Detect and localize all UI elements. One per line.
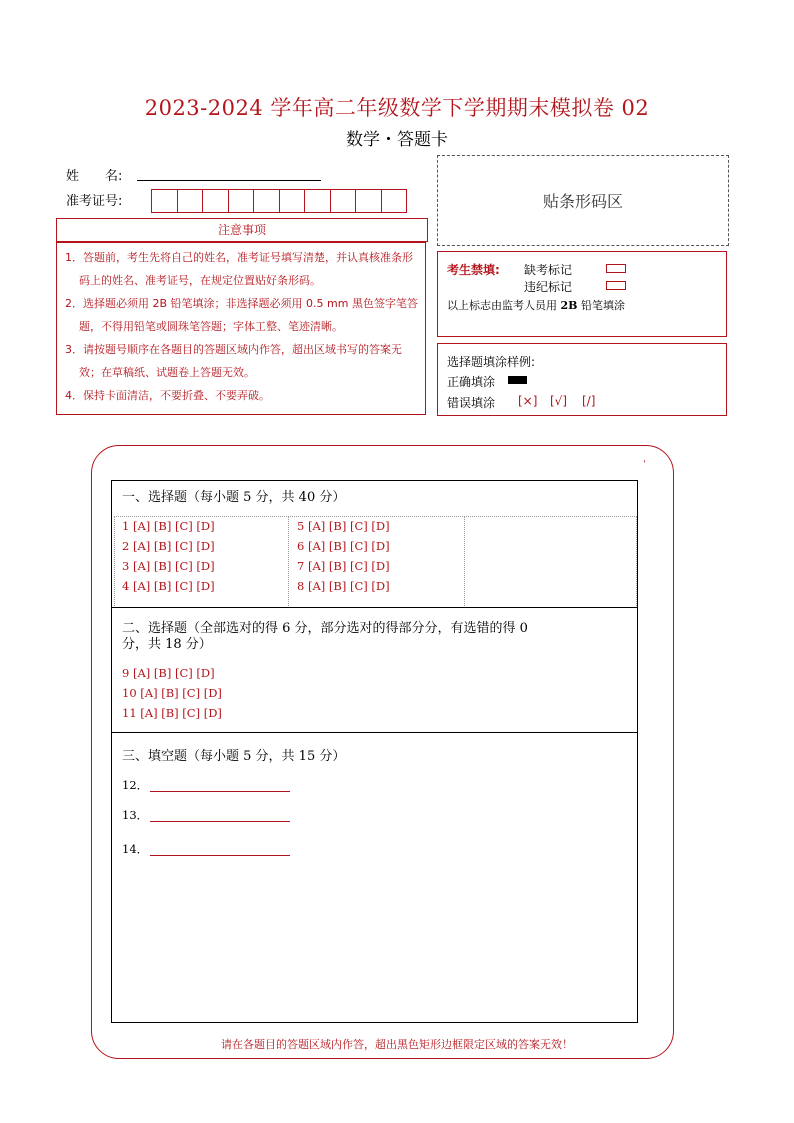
notice-item: 4．保持卡面清洁，不要折叠、不要弄破。 bbox=[65, 389, 270, 402]
section2-title-line1: 二、选择题（全部选对的得 6 分，部分选对的得部分分，有选错的得 0 bbox=[122, 621, 528, 636]
exam-id-boxes[interactable] bbox=[151, 189, 407, 213]
notice-item: 1．答题前，考生先将自己的姓名，准考证号填写清楚，并认真核准条形码上的姓名、准考证号，在规定位置贴好条形码。 bbox=[65, 251, 413, 287]
exam-id-digit-box[interactable] bbox=[229, 190, 255, 212]
question-row[interactable]: 10 [A] [B] [C] [D] bbox=[122, 686, 222, 700]
corner-tick: ˈ bbox=[643, 460, 646, 471]
section3-title: 三、填空题（每小题 5 分，共 15 分） bbox=[122, 749, 346, 764]
question-row[interactable]: 5 [A] [B] [C] [D] bbox=[297, 519, 390, 533]
correct-fill-sample bbox=[508, 376, 527, 384]
wrong-mark-check: [√] bbox=[550, 394, 568, 408]
question-row[interactable]: 4 [A] [B] [C] [D] bbox=[122, 579, 215, 593]
blank-number: 14． bbox=[122, 842, 149, 856]
exam-id-digit-box[interactable] bbox=[331, 190, 357, 212]
question-row[interactable]: 2 [A] [B] [C] [D] bbox=[122, 539, 215, 553]
grid-divider bbox=[464, 516, 465, 606]
section-divider bbox=[111, 732, 638, 733]
forbidden-note-pencil: 2B bbox=[560, 299, 578, 312]
forbidden-note-prefix: 以上标志由监考人员用 bbox=[447, 299, 557, 312]
exam-id-digit-box[interactable] bbox=[382, 190, 407, 212]
question-row[interactable]: 3 [A] [B] [C] [D] bbox=[122, 559, 215, 573]
name-label: 姓 名: bbox=[66, 169, 123, 184]
grid-divider bbox=[288, 516, 289, 606]
blank-number: 13． bbox=[122, 808, 149, 822]
notice-box bbox=[56, 242, 426, 415]
notice-item: 3．请按题号顺序在各题目的答题区域内作答，超出区域书写的答案无效；在草稿纸、试题卷上答题无效。 bbox=[65, 343, 402, 379]
section-divider bbox=[111, 607, 638, 608]
exam-id-digit-box[interactable] bbox=[254, 190, 280, 212]
forbidden-note bbox=[447, 297, 625, 313]
notice-item: 2．选择题必须用 2B 铅笔填涂；非选择题必须用 0.5 mm 黑色签字笔答题，不得用铅笔或圆珠笔答题；字体工整、笔迹清晰。 bbox=[65, 297, 418, 333]
notice-heading: 注意事项 bbox=[56, 218, 428, 242]
exam-id-digit-box[interactable] bbox=[280, 190, 306, 212]
footer-note: 请在各题目的答题区域内作答，超出黑色矩形边框限定区域的答案无效！ bbox=[221, 1038, 573, 1051]
correct-fill-label: 正确填涂 bbox=[447, 375, 496, 389]
absent-label: 缺考标记 bbox=[524, 263, 573, 277]
forbidden-note-suffix: 铅笔填涂 bbox=[580, 299, 625, 312]
blank-answer-line[interactable] bbox=[150, 854, 290, 856]
name-field[interactable] bbox=[137, 179, 321, 181]
forbidden-box bbox=[437, 251, 727, 337]
exam-id-digit-box[interactable] bbox=[178, 190, 204, 212]
forbidden-label: 考生禁填: bbox=[447, 263, 500, 277]
question-row[interactable]: 11 [A] [B] [C] [D] bbox=[122, 706, 222, 720]
section1-title: 一、选择题（每小题 5 分，共 40 分） bbox=[122, 490, 346, 505]
wrong-fill-label: 错误填涂 bbox=[447, 396, 496, 410]
exam-id-digit-box[interactable] bbox=[152, 190, 178, 212]
wrong-mark-slash: [/] bbox=[582, 394, 596, 408]
question-row[interactable]: 8 [A] [B] [C] [D] bbox=[297, 579, 390, 593]
barcode-area bbox=[437, 155, 729, 246]
exam-id-digit-box[interactable] bbox=[356, 190, 382, 212]
exam-id-label: 准考证号: bbox=[66, 194, 123, 209]
exam-id-digit-box[interactable] bbox=[203, 190, 229, 212]
absent-mark-box[interactable] bbox=[606, 264, 626, 273]
barcode-area-label: 贴条形码区 bbox=[542, 192, 623, 211]
question-row[interactable]: 9 [A] [B] [C] [D] bbox=[122, 666, 215, 680]
fill-example-box bbox=[437, 343, 727, 416]
blank-answer-line[interactable] bbox=[150, 820, 290, 822]
blank-answer-line[interactable] bbox=[150, 790, 290, 792]
fill-example-title: 选择题填涂样例: bbox=[447, 355, 536, 369]
question-row[interactable]: 6 [A] [B] [C] [D] bbox=[297, 539, 390, 553]
wrong-mark-cross: [×] bbox=[518, 394, 538, 408]
page-title: 2023-2024 学年高二年级数学下学期期末模拟卷 02 bbox=[144, 96, 650, 120]
blank-number: 12． bbox=[122, 778, 149, 792]
page-subtitle: 数学・答题卡 bbox=[346, 130, 448, 150]
section2-title-line2: 分，共 18 分） bbox=[122, 637, 212, 652]
violation-mark-box[interactable] bbox=[606, 281, 626, 290]
question-row[interactable]: 7 [A] [B] [C] [D] bbox=[297, 559, 390, 573]
violation-label: 违纪标记 bbox=[524, 280, 573, 294]
exam-id-digit-box[interactable] bbox=[305, 190, 331, 212]
question-row[interactable]: 1 [A] [B] [C] [D] bbox=[122, 519, 215, 533]
